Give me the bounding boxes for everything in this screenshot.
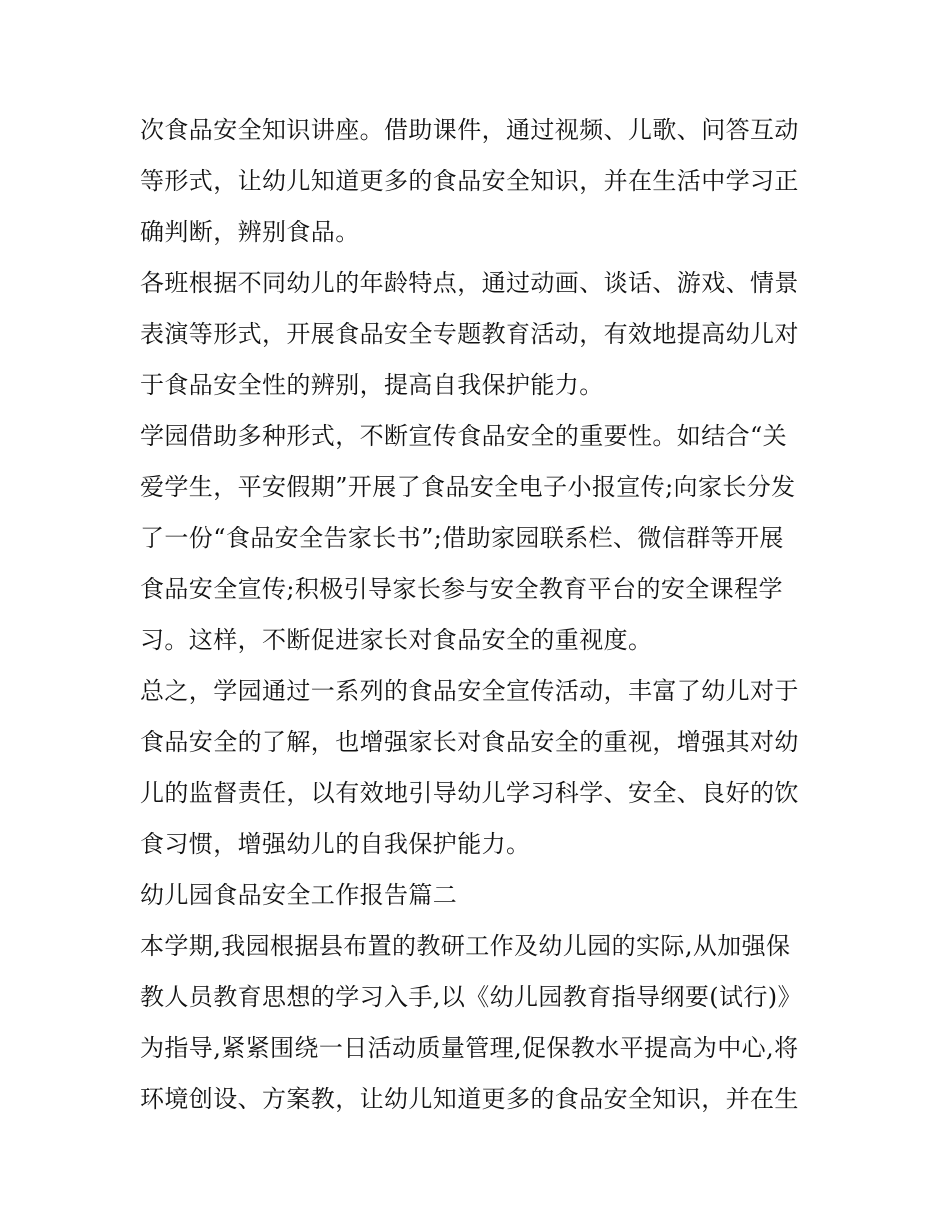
text-line: 确判断，辨别食品。 [140,218,360,246]
text-line: 等形式，让幼儿知道更多的食品安全知识，并在生活中学习正 [140,167,799,195]
text-line: 教人员教育思想的学习入手,以《幼儿园教育指导纲要(试行)》 [140,983,802,1011]
text-line: 学园借助多种形式，不断宣传食品安全的重要性。如结合“关 [140,422,788,450]
section-heading: 幼儿园食品安全工作报告篇二 [140,881,458,909]
text-line: 各班根据不同幼儿的年龄特点，通过动画、谈话、游戏、情景 [140,269,799,297]
text-line: 食品安全的了解，也增强家长对食品安全的重视，增强其对幼 [140,728,799,756]
text-line: 食习惯，增强幼儿的自我保护能力。 [140,830,531,858]
text-line: 环境创设、方案教，让幼儿知道更多的食品安全知识，并在生 [140,1085,799,1113]
text-line: 于食品安全性的辨别，提高自我保护能力。 [140,371,604,399]
text-line: 总之，学园通过一系列的食品安全宣传活动，丰富了幼儿对于 [140,677,799,705]
text-line: 表演等形式，开展食品安全专题教育活动，有效地提高幼儿对 [140,320,799,348]
text-line: 儿的监督责任，以有效地引导幼儿学习科学、安全、良好的饮 [140,779,799,807]
text-line: 为指导,紧紧围绕一日活动质量管理,促保教水平提高为中心,将 [140,1034,799,1062]
text-line: 本学期,我园根据县布置的教研工作及幼儿园的实际,从加强保 [140,932,791,960]
text-line: 次食品安全知识讲座。借助课件，通过视频、儿歌、问答互动 [140,116,799,144]
text-line: 食品安全宣传;积极引导家长参与安全教育平台的安全课程学 [140,575,783,603]
text-line: 爱学生，平安假期”开展了食品安全电子小报宣传;向家长分发 [140,473,796,501]
document-page [140,105,820,1125]
text-line: 了一份“食品安全告家长书”;借助家园联系栏、微信群等开展 [140,524,784,552]
text-line: 习。这样，不断促进家长对食品安全的重视度。 [140,626,653,654]
